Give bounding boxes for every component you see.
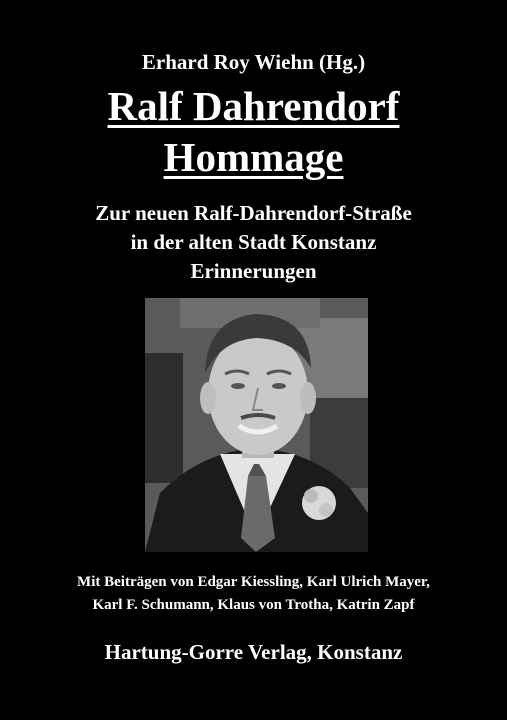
contributors-line-1: Mit Beiträgen von Edgar Kiessling, Karl Ulrich Mayer, (77, 574, 430, 590)
subtitle-line-3: Erinnerungen (190, 259, 317, 283)
subtitle-line-2: in der alten Stadt Konstanz (130, 230, 377, 254)
subtitle-line-1: Zur neuen Ralf-Dahrendorf-Straße (95, 201, 412, 225)
title-line-1: Ralf Dahrendorf (107, 83, 400, 129)
portrait-photo (145, 298, 368, 552)
publisher-name: Hartung-Gorre Verlag, Konstanz (104, 640, 403, 664)
contributors-line-2: Karl F. Schumann, Klaus von Trotha, Katrin Zapf (92, 597, 415, 613)
title-line-2: Hommage (163, 134, 344, 180)
editor-name: Erhard Roy Wiehn (Hg.) (141, 50, 366, 74)
portrait-illustration (145, 298, 368, 552)
